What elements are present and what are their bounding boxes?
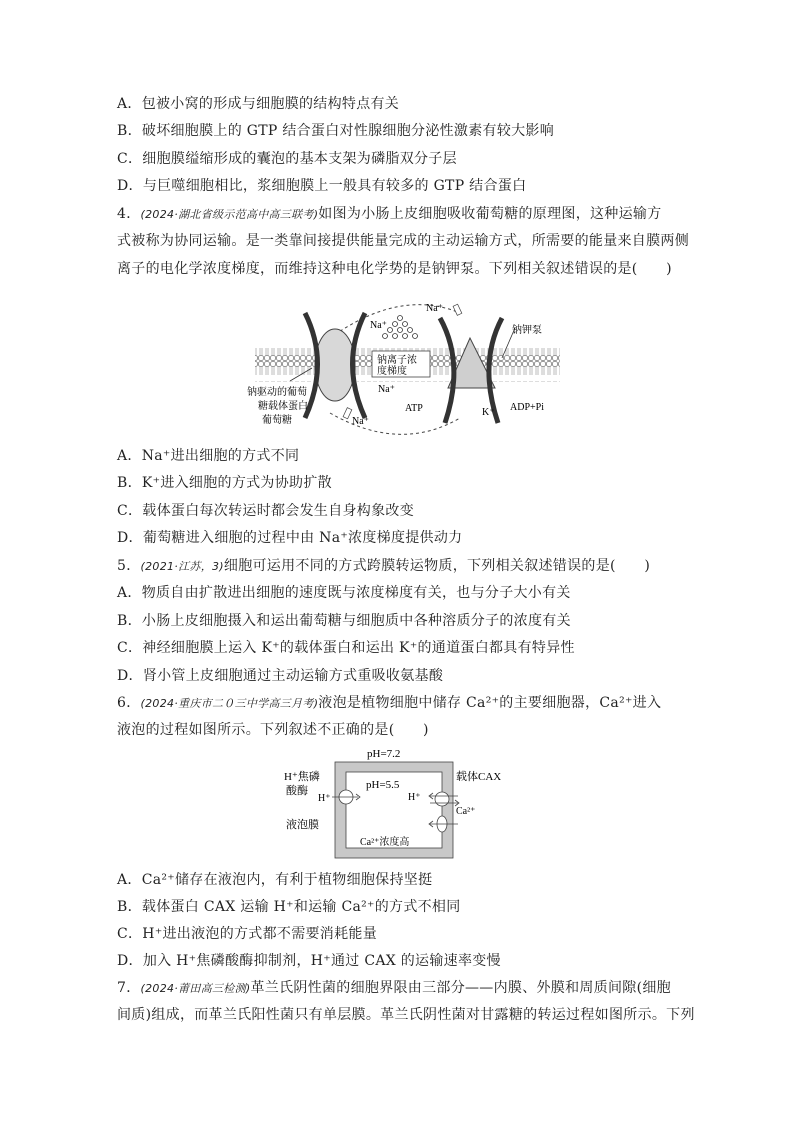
q3-option-b: B．破坏细胞膜上的 GTP 结合蛋白对性腺细胞分泌性激素有较大影响 <box>117 123 555 139</box>
q7-stem-line1 <box>117 978 671 999</box>
q5-option-a: A．物质自由扩散进出细胞的速度既与浓度梯度有关，也与分子大小有关 <box>117 585 571 601</box>
glucose-label: 葡萄糖 <box>262 415 292 426</box>
atp-label: ATP <box>405 403 423 414</box>
na-cluster-label: Na⁺ <box>370 320 387 331</box>
q3-option-a: A．包被小窝的形成与细胞膜的结构特点有关 <box>117 96 400 112</box>
enzyme-label-1: H⁺焦磷 <box>284 771 320 783</box>
h-right-label: H⁺ <box>408 792 421 803</box>
q7-stem-line2: 间质)组成，而革兰氏阳性菌只有单层膜。革兰氏阴性菌对甘露糖的转运过程如图所示。下列 <box>117 1007 695 1023</box>
gradient-label-2: 度梯度 <box>377 366 407 377</box>
q6-option-b: B．载体蛋白 CAX 运输 H⁺和运输 Ca²⁺的方式不相同 <box>117 899 461 915</box>
ca-label: Ca²⁺ <box>456 806 476 817</box>
q7-stem-text: 革兰氏阴性菌的细胞界限由三部分——内膜、外膜和周质间隙(细胞 <box>250 980 671 996</box>
q4-stem-text: 如图为小肠上皮细胞吸收葡萄糖的原理图，这种运输方 <box>318 206 662 222</box>
q4-stem-line1 <box>117 204 662 225</box>
ca-high-label: Ca²⁺浓度高 <box>360 837 410 848</box>
q5-number: 5． <box>117 558 141 574</box>
q4-option-d: D．葡萄糖进入细胞的过程中由 Na⁺浓度梯度提供动力 <box>117 530 463 546</box>
h-left-label: H⁺ <box>318 793 331 804</box>
pump-label: 钠钾泵 <box>512 325 542 336</box>
cax-carrier-circle <box>435 792 449 806</box>
q5-stem <box>117 556 650 577</box>
q5-option-c: C．神经细胞膜上运入 K⁺的载体蛋白和运出 K⁺的通道蛋白都具有特异性 <box>117 640 575 656</box>
ph-outer-label: pH=7.2 <box>367 748 401 760</box>
q6-stem-line2: 液泡的过程如图所示。下列叙述不正确的是( ) <box>117 722 429 738</box>
na-bottom-label: Na⁺ <box>352 416 369 427</box>
q4-option-a: A．Na⁺进出细胞的方式不同 <box>117 448 300 464</box>
q6-option-d: D．加入 H⁺焦磷酸酶抑制剂，H⁺通过 CAX 的运输速率变慢 <box>117 953 501 969</box>
q5-option-d: D．肾小管上皮细胞通过主动运输方式重吸收氨基酸 <box>117 668 444 684</box>
ph-inner-label: pH=5.5 <box>366 779 400 791</box>
q6-number: 6． <box>117 695 141 711</box>
q4-stem-line3: 离子的电化学浓度梯度，而维持这种电化学势的是钠钾泵。下列相关叙述错误的是( ) <box>117 261 672 277</box>
sodium-ion-cluster <box>383 316 418 339</box>
adp-label: ADP+Pi <box>510 402 544 413</box>
q5-option-b: B．小肠上皮细胞摄入和运出葡萄糖与细胞质中各种溶质分子的浓度有关 <box>117 613 571 629</box>
enzyme-label-2: 酸酶 <box>286 785 308 797</box>
q7-number: 7． <box>117 980 141 996</box>
q6-option-c: C．H⁺进出液泡的方式都不需要消耗能量 <box>117 926 378 942</box>
na-mid-label: Na⁺ <box>378 384 395 395</box>
q4-source: (2024·湖北省级示范高中高三联考) <box>140 208 319 221</box>
glucose-carrier-protein <box>315 329 355 401</box>
na-top-label: Na⁺ <box>426 303 443 314</box>
q5-source: (2021·江苏，3) <box>140 560 224 573</box>
q6-source: (2024·重庆市二０三中学高三月考) <box>140 697 319 710</box>
q6-stem-line1 <box>117 693 661 714</box>
q6-vacuole-figure <box>280 744 510 862</box>
cax-label: 载体CAX <box>456 771 502 783</box>
q6-option-a: A．Ca²⁺储存在液泡内，有利于植物细胞保持坚挺 <box>117 872 433 888</box>
q4-membrane-transport-figure <box>240 293 570 443</box>
carrier-label-2: 糖载体蛋白 <box>258 401 308 412</box>
q4-option-b: B．K⁺进入细胞的方式为协助扩散 <box>117 475 332 491</box>
q4-stem-line2: 式被称为协同运输。是一类靠间接提供能量完成的主动运输方式，所需要的能量来自膜两侧 <box>117 233 689 249</box>
gradient-label-1: 钠离子浓 <box>377 355 417 366</box>
q3-option-c: C．细胞膜缢缩形成的囊泡的基本支架为磷脂双分子层 <box>117 151 457 167</box>
membrane-label: 液泡膜 <box>286 819 319 831</box>
carrier-label-1: 钠驱动的葡萄 <box>247 387 307 398</box>
q4-option-c: C．载体蛋白每次转运时都会发生自身构象改变 <box>117 503 415 519</box>
k-label: K⁺ <box>482 407 495 418</box>
q4-number: 4． <box>117 206 141 222</box>
q3-option-d: D．与巨噬细胞相比，浆细胞膜上一般具有较多的 GTP 结合蛋白 <box>117 178 527 194</box>
q5-stem-text: 细胞可运用不同的方式跨膜转运物质，下列相关叙述错误的是( ) <box>223 558 651 574</box>
q7-source: (2024·莆田高三检测) <box>140 982 251 995</box>
q6-stem-text: 液泡是植物细胞中储存 Ca²⁺的主要细胞器，Ca²⁺进入 <box>318 695 662 711</box>
